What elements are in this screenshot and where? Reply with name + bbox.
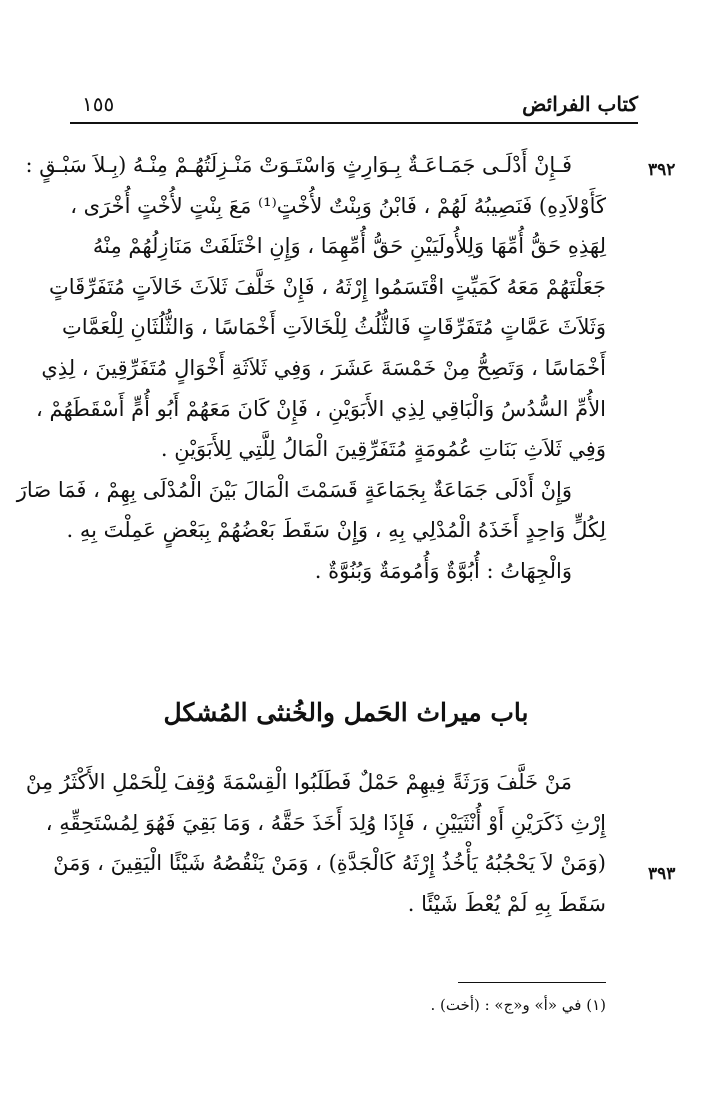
text-line: وَإِنْ أَدْلَى جَمَاعَةٌ بِجَمَاعَةٍ قَسَمْتَ الْمَالَ بَيْنَ الْمُدْلَى بِهِمْ ، فَمَا صَارَ — [16, 477, 572, 502]
text-line: كَأَوْلاَدِهِ) فَنَصِيبُهُ لَهُمْ ، فَابْنُ وَبِنْتٌ لأُخْتٍ⁽¹⁾ مَعَ بِنْتٍ لأُخْتٍ أُخْرَى ، — [70, 193, 606, 218]
text-line: مَنْ خَلَّفَ وَرَثَةً فِيهِمْ حَمْلٌ فَطَلَبُوا الْقِسْمَةَ وُقِفَ لِلْحَمْلِ الأَكْثَرُ مِنْ — [25, 770, 572, 794]
text-line: فَـإِنْ أَدْلَـى جَمَـاعَـةٌ بِـوَارِثٍ وَاسْتَـوَتْ مَنْـزِلَتُهُـمْ مِنْـهُ (بِـلاَ سَبْـقٍ : — [25, 153, 572, 177]
text-line: وَفِي ثَلاَثِ بَنَاتِ عُمُومَةٍ مُتَفَرِّقِينَ الْمَالُ لِلَّتِي لِلأَبَوَيْنِ . — [160, 437, 606, 462]
section-heading: باب ميراث الحَمل والخُنثى المُشكل — [163, 698, 529, 727]
page-header — [70, 90, 638, 124]
text-line: سَقَطَ بِهِ لَمْ يُعْطَ شَيْئًا . — [407, 891, 606, 916]
paragraph-inheritance-by-proxy — [16, 145, 606, 592]
header-rule — [70, 122, 638, 124]
margin-number: ٣٩٣ — [648, 864, 676, 884]
footnote: (١) في «أ» و«ج» : (أخت) . — [430, 996, 606, 1014]
margin-number: ٣٩٢ — [648, 160, 676, 180]
text-line: لِكُلٍّ وَاحِدٍ أَخَذَهُ الْمُدْلِي بِهِ ، وَإِنْ سَقَطَ بَعْضُهُمْ بِبَعْضٍ عَمِلْتَ بِهِ . — [66, 518, 606, 543]
text-line: لِهَذِهِ حَقُّ أُمِّهَا وَلِلأُولَيَيْنِ حَقُّ أُمِّهِمَا ، وَإِنِ اخْتَلَفَتْ مَنَازِلُهُمْ مِنْهُ — [92, 234, 606, 259]
text-line: وَالْجِهَاتُ : أُبُوَّةٌ وَأُمُومَةٌ وَبُنُوَّةٌ . — [314, 558, 572, 583]
text-line: وَثَلاَثَ عَمَّاتٍ مُتَفَرِّقَاتٍ فَالثُّلُثُ لِلْخَالاَتِ أَخْمَاسًا ، وَالثُّلُثَانِ لِلْعَمَّاتِ — [61, 315, 606, 340]
text-line: أَخْمَاسًا ، وَتَصِحُّ مِنْ خَمْسَةَ عَشَرَ ، وَفِي ثَلاَثَةِ أَخْوَالٍ مُتَفَرِّقِينَ ، لِذِي — [41, 355, 606, 380]
text-line: الأُمِّ السُّدُسُ وَالْبَاقِي لِذِي الأَبَوَيْنِ ، فَإِنْ كَانَ مَعَهُمْ أَبُو أُمٍّ أَسْقَطَهُمْ ، — [36, 396, 606, 421]
text-line: جَعَلْتَهُمْ مَعَهُ كَمَيِّتٍ اقْتَسَمُوا إِرْثَهُ ، فَإِنْ خَلَّفَ ثَلاَثَ خَالاَتٍ مُتَفَرِّقَاتٍ — [49, 274, 606, 299]
text-line: إِرْثِ ذَكَرَيْنِ أَوْ أُنْثَيَيْنِ ، فَإِذَا وُلِدَ أَخَذَ حَقَّهُ ، وَمَا بَقِيَ فَهُوَ لِمُسْتَحِقِّهِ ، — [45, 810, 606, 835]
running-title: كتاب الفرائض — [522, 92, 638, 116]
page-number: ١٥٥ — [82, 92, 115, 116]
paragraph-inheritance-of-fetus — [25, 762, 606, 924]
footnote-rule — [458, 982, 606, 983]
text-line: (وَمَنْ لاَ يَحْجُبُهُ يَأْخُذُ إِرْثَهُ كَالْجَدَّةِ) ، وَمَنْ يَنْقُصُهُ شَيْئًا الْيَقِينَ ، وَمَنْ — [53, 851, 606, 876]
